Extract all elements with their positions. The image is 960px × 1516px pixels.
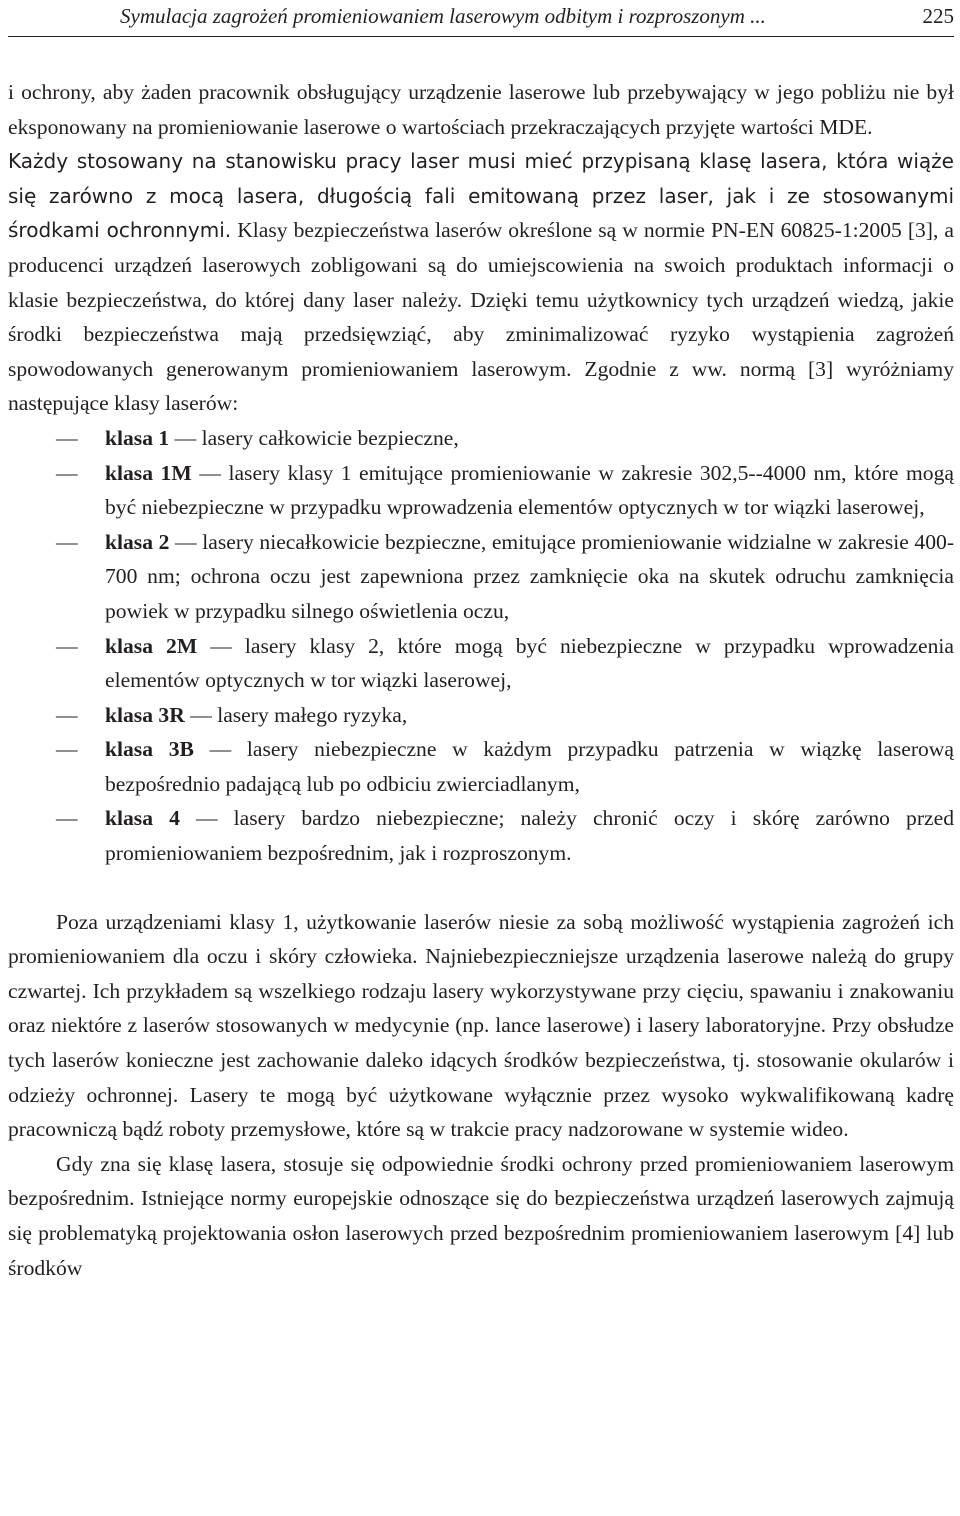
list-dash: — <box>56 806 78 831</box>
class-name: klasa 3B <box>105 737 194 762</box>
paragraph-spacer <box>8 871 954 905</box>
class-description: — lasery małego ryzyka, <box>190 702 408 727</box>
list-item <box>8 629 954 698</box>
list-dash: — <box>56 460 78 485</box>
class-name: klasa 2M <box>105 633 198 658</box>
list-item <box>8 421 954 456</box>
list-item <box>8 456 954 525</box>
class-name: klasa 1M <box>105 460 192 485</box>
class-name: klasa 4 <box>105 806 180 831</box>
running-header <box>8 0 954 37</box>
list-item <box>8 732 954 801</box>
paragraph-1-rest: Klasy bezpieczeństwa laserów określone są w normie PN-EN 60825-1:2005 [3], a producenci urządzeń laserowych zobligowani są do umiejscowienia na swoich produktach informacji o klasie bezpieczeństwa, do której dany laser należy. Dzięki temu użytkownicy tych urządzeń wiedzą, jakie środki bezpieczeństwa mają przedsięwziąć, aby zminimalizować ryzyko wystąpienia zagrożeń spowodowanych generowanym promieniowaniem laserowym. Zgodnie z ww. normą [3] wyróżniamy następujące klasy laserów: <box>8 218 955 416</box>
list-item <box>8 698 954 733</box>
body-text <box>8 75 954 1285</box>
class-name: klasa 1 <box>105 425 170 450</box>
class-description: — lasery klasy 2, które mogą być niebezpieczne w przypadku wprowadzenia elementów optycznych w tor wiązki laserowej, <box>105 633 954 693</box>
list-dash: — <box>56 737 78 762</box>
paragraph-2: Poza urządzeniami klasy 1, użytkowanie laserów niesie za sobą możliwość wystąpienia zagrożeń ich promieniowaniem dla oczu i skóry człowieka. Najniebezpieczniejsze urządzenia laserowe należą do grupy czwartej. Ich przykładem są wszelkiego rodzaju lasery wykorzystywane przy cięciu, spawaniu i znakowaniu oraz niektóre z laserów stosowanych w medycynie (np. lance laserowe) i lasery laboratoryjne. Przy obsłudze tych laserów konieczne jest zachowanie daleko idących środków bezpieczeństwa, tj. stosowanie okularów i odzieży ochronnej. Lasery te mogą być użytkowane wyłącznie przez wysoko wykwalifikowaną kadrę pracowniczą bądź roboty przemysłowe, które są w trakcie pracy nadzorowane w systemie wideo. <box>8 909 954 1142</box>
page-number: 225 <box>922 4 954 28</box>
class-description: — lasery niecałkowicie bezpieczne, emitujące promieniowanie widzialne w zakresie 400-700 nm; ochrona oczu jest zapewniona przez zamknięcie oka na skutek odruchu zamknięcia powiek w przypadku silnego oświetlenia oczu, <box>105 529 955 623</box>
list-dash: — <box>56 425 78 450</box>
class-description: — lasery całkowicie bezpieczne, <box>174 425 459 450</box>
paragraph-1-serif: i ochrony, aby żaden pracownik obsługujący urządzenie laserowe lub przebywający w jego pobliżu nie był eksponowany na promieniowanie laserowe o wartościach przekraczających przyjęte wartości MDE. <box>8 80 954 139</box>
laser-class-list <box>8 421 954 871</box>
class-name: klasa 2 <box>105 529 170 554</box>
list-dash: — <box>56 702 78 727</box>
paragraph-3: Gdy zna się klasę lasera, stosuje się odpowiednie środki ochrony przed promieniowaniem laserowym bezpośrednim. Istniejące normy europejskie odnoszące się do bezpieczeństwa urządzeń laserowych zajmują się problematyką projektowania osłon laserowych przed bezpośrednim promieniowaniem laserowym [4] lub środków <box>8 1151 954 1280</box>
list-dash: — <box>56 529 78 554</box>
list-item <box>8 525 954 629</box>
running-title: Symulacja zagrożeń promieniowaniem laserowym odbitym i rozproszonym ... <box>120 4 766 28</box>
list-dash: — <box>56 633 78 658</box>
paragraph-1 <box>8 75 954 421</box>
class-description: — lasery niebezpieczne w każdym przypadku patrzenia w wiązkę laserową bezpośrednio padającą lub po odbiciu zwierciadlanym, <box>105 737 954 796</box>
class-description: — lasery bardzo niebezpieczne; należy chronić oczy i skórę zarówno przed promieniowaniem bezpośrednim, jak i rozproszonym. <box>105 806 955 866</box>
document-page <box>8 0 954 1516</box>
class-name: klasa 3R <box>105 702 185 727</box>
paragraph-1-sans: Każdy stosowany na stanowisku pracy laser musi mieć przypisaną klasę lasera, która wiąże się zarówno z mocą lasera, długością fali emitowaną przez laser, jak i ze stosowanymi środkami ochronnymi. <box>8 149 954 243</box>
class-description: — lasery klasy 1 emitujące promieniowanie w zakresie 302,5--4000 nm, które mogą być niebezpieczne w przypadku wprowadzenia elementów optycznych w tor wiązki laserowej, <box>105 460 954 520</box>
list-item <box>8 801 954 870</box>
